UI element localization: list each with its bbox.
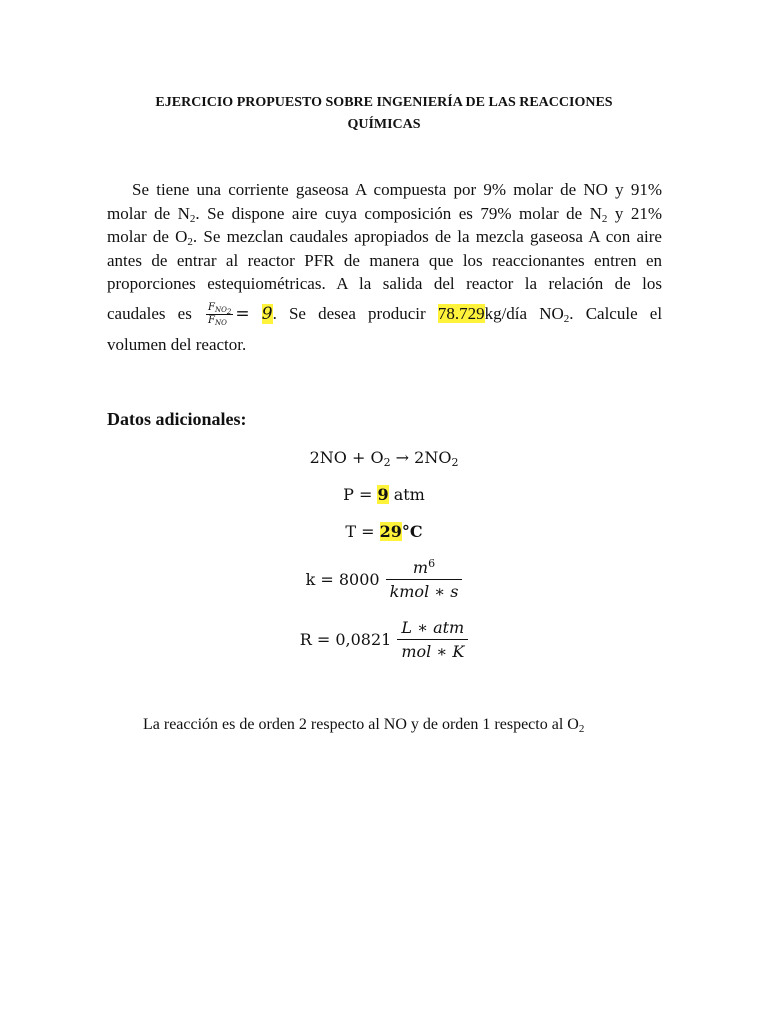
problem-statement xyxy=(107,178,662,357)
statement-line-4: antes de entrar al reactor PFR de manera que los reaccionantes entren en xyxy=(107,250,662,270)
text-kg-dia-no2: kg/día NO xyxy=(484,303,564,323)
document-title: EJERCICIO PROPUESTO SOBRE INGENIERÍA DE LAS REACCIONES QUÍMICAS xyxy=(155,95,613,132)
statement-line-2 xyxy=(107,202,662,226)
text-molar-de-n2: molar de N xyxy=(107,203,190,223)
rate-constant-equation: k = 8000 $\frac{m^6}{\text{kmol ∗ s}}$ xyxy=(0,558,768,601)
gas-constant-equation: R = 0,0821 $\frac{\text{L ∗ atm}}{\text{mol ∗ K}}$ xyxy=(0,618,768,661)
equals-sign: = xyxy=(235,303,250,324)
subscript: 2 xyxy=(601,212,608,225)
flow-ratio-denominator: $F_{NO}$ xyxy=(208,315,227,328)
text-air-composition: . Se dispone aire cuya composición es 79% molar de N xyxy=(195,203,602,223)
subscript: 2 xyxy=(187,236,193,248)
text-molar-de-o2: molar de O xyxy=(107,227,188,246)
text-caudales-es: caudales es xyxy=(107,303,192,323)
text-21-percent: y 21% xyxy=(607,203,662,223)
pressure-equation: P = 9 atm xyxy=(343,485,425,504)
statement-line-7: volumen del reactor. xyxy=(107,335,247,355)
statement-line-5: proporciones estequiométricas. A la salida del reactor la relación de los xyxy=(107,274,662,293)
statement-line-6 xyxy=(107,302,662,328)
statement-line-3 xyxy=(107,225,662,249)
temperature-value: 29 xyxy=(379,522,402,541)
flow-ratio-numerator: $F_{NO_2}$ xyxy=(208,302,232,317)
temperature-equation: T = 29°C xyxy=(345,522,423,541)
gas-constant-unit-fraction: $\frac{\text{L ∗ atm}}{\text{mol ∗ K}}$ xyxy=(397,618,468,661)
rate-constant-unit-fraction: $\frac{m^6}{\text{kmol ∗ s}}$ xyxy=(386,558,463,601)
subscript: 2 xyxy=(563,312,570,325)
text-se-desea-producir: . Se desea producir xyxy=(272,303,426,323)
reaction-order-note: La reacción es de orden 2 respecto al NO y de orden 1 respecto al $O_2$ xyxy=(143,716,585,735)
pressure-value: 9 xyxy=(377,485,389,504)
production-value: 78.729 xyxy=(437,303,485,323)
flow-ratio-fraction xyxy=(206,302,233,327)
subscript: 2 xyxy=(189,212,196,225)
statement-line-1: Se tiene una corriente gaseosa A compuesta por 9% molar de NO y 91% xyxy=(132,180,662,199)
flow-ratio-value: 9 xyxy=(261,303,273,324)
reaction-equation: $2NO + O_2 \to 2NO_2$ xyxy=(309,448,459,469)
additional-data-heading: Datos adicionales: xyxy=(107,409,247,429)
text-mixing: . Se mezclan caudales apropiados de la mezcla gaseosa A con aire xyxy=(192,227,662,246)
text-calcule-el: . Calcule el xyxy=(569,303,663,323)
